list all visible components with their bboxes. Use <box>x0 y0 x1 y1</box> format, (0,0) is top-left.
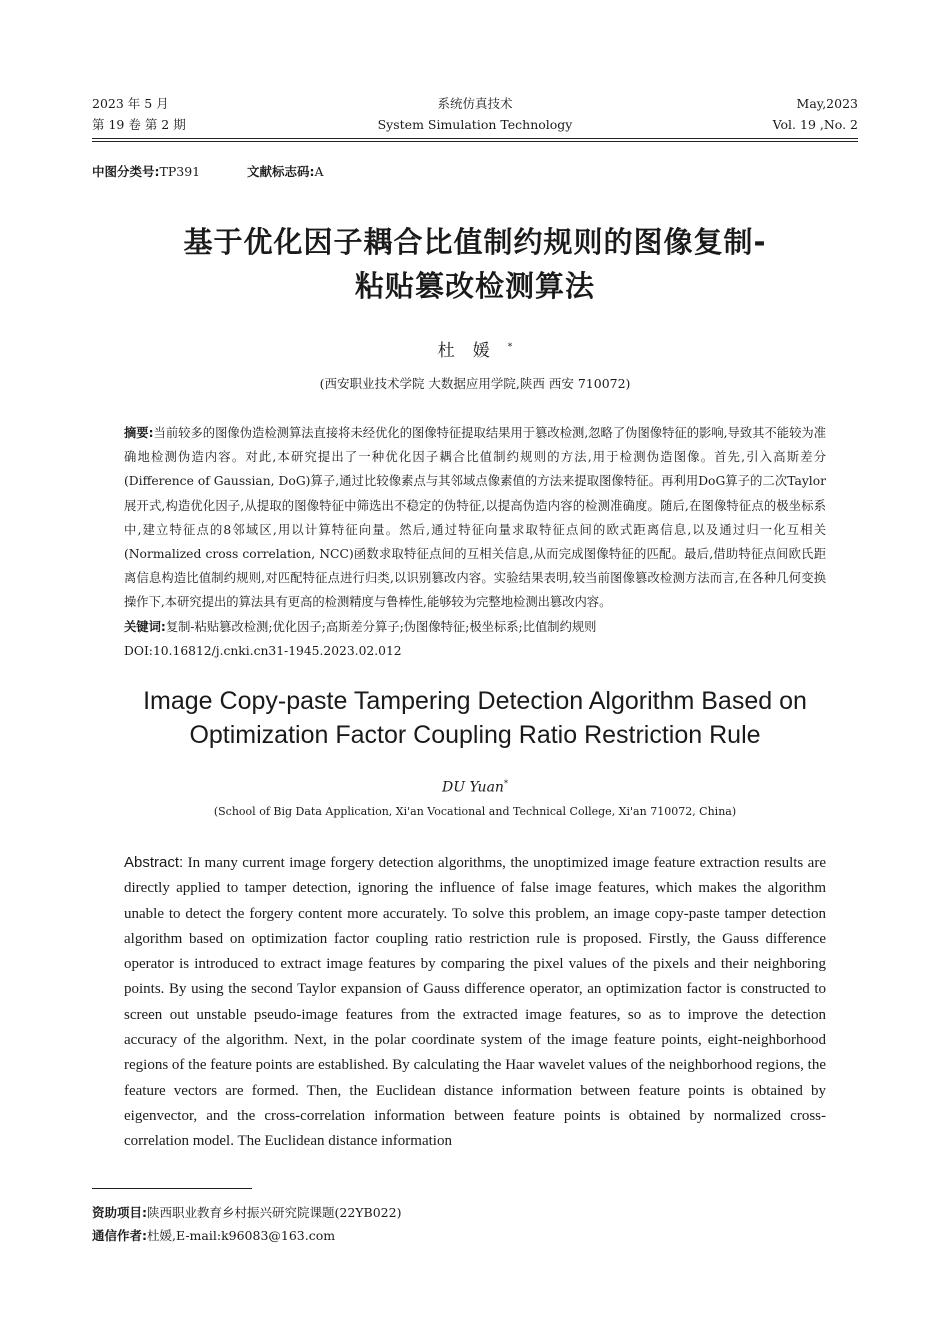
header-volume-en: Vol. 19 ,No. 2 <box>772 117 858 132</box>
header-date: 2023 年 5 月 <box>92 96 169 111</box>
author-cn <box>0 336 950 361</box>
clc-number <box>92 162 200 180</box>
abstract-en <box>124 850 826 1155</box>
author-cn-name: 杜媛 <box>437 341 508 361</box>
abstract-cn-block <box>124 421 826 663</box>
document-code <box>247 162 324 180</box>
header-date-en: May,2023 <box>796 96 858 111</box>
doc-code-value: A <box>314 164 324 179</box>
doi[interactable]: DOI:10.16812/j.cnki.cn31-1945.2023.02.012 <box>124 643 402 658</box>
header-volume-cn: 第 19 卷 第 2 期 <box>92 117 186 132</box>
abstract-en-label: Abstract: <box>124 854 184 871</box>
author-cn-mark: * <box>507 342 513 353</box>
title-en <box>0 684 950 752</box>
title-en-line1: Image Copy-paste Tampering Detection Algorithm Based on <box>143 687 807 715</box>
doc-code-label: 文献标志码: <box>247 164 315 179</box>
keywords-cn-text: 复制-粘贴篡改检测;优化因子;高斯差分算子;伪图像特征;极坐标系;比值制约规则 <box>165 619 597 634</box>
author-en-mark: * <box>503 779 508 788</box>
title-cn-line1: 基于优化因子耦合比值制约规则的图像复制- <box>183 225 767 259</box>
corresponding-text: 杜媛,E-mail:k96083@163.com <box>147 1228 336 1243</box>
abstract-cn-label: 摘要: <box>124 426 154 440</box>
abstract-en-text: In many current image forgery detection algorithms, the unoptimized image feature extraction results are directly applied to tamper detection, ignoring the influence of false image features, which makes the algorithm unable to detect the forgery content more accurately. To solve this problem, an image copy-paste tamper detection algorithm based on optimization factor coupling ratio restriction rule is proposed. Firstly, the Gauss difference operator is introduced to extract image features by comparing the pixel values of the pixels and their neighboring points. By using the second Taylor expansion of Gauss difference operator, an optimization factor is constructed to screen out unstable pseudo-image features from the extracted image features, so as to improve the detection accuracy of the algorithm. Next, in the polar coordinate system of the image feature points, eight-neighborhood regions of the feature points are established. By calculating the Haar wavelet values of the neighborhood regions, the feature vectors are formed. Then, the Euclidean distance information between feature points is obtained by eigenvector, and the cross-correlation information between feature points is obtained by normalized cross-correlation model. The Euclidean distance information <box>124 855 826 1150</box>
funding-text: 陕西职业教育乡村振兴研究院课题(22YB022) <box>147 1205 402 1220</box>
title-cn-line2: 粘贴篡改检测算法 <box>354 269 595 303</box>
journal-name-en: System Simulation Technology <box>377 117 573 132</box>
keywords-cn <box>124 615 826 639</box>
author-en-name: DU Yuan <box>442 779 504 796</box>
corresponding-label: 通信作者: <box>92 1228 147 1243</box>
funding-label: 资助项目: <box>92 1205 147 1220</box>
clc-value: TP391 <box>159 164 201 179</box>
footnote-rule <box>92 1188 252 1189</box>
clc-label: 中图分类号: <box>92 164 160 179</box>
affiliation-cn: (西安职业技术学院 大数据应用学院,陕西 西安 710072) <box>319 376 631 391</box>
keywords-cn-label: 关键词: <box>124 619 166 634</box>
corresponding-author-note <box>92 1226 335 1244</box>
journal-name-cn: 系统仿真技术 <box>437 96 513 111</box>
author-en <box>0 779 950 796</box>
abstract-cn-text: 当前较多的图像伪造检测算法直接将未经优化的图像特征提取结果用于篡改检测,忽略了伪图像特征的影响,导致其不能较为准确地检测伪造内容。对此,本研究提出了一种优化因子耦合比值制约规则的方法,用于检测伪造图像。首先,引入高斯差分(Difference of Gaussian, DoG)算子,通过比较像素点与其邻域点像素值的方法来提取图像特征。再利用DoG算子的二次Taylor展开式,构造优化因子,从提取的图像特征中筛选出不稳定的伪特征,以提高伪造内容的检测准确度。随后,在图像特征点的极坐标系中,建立特征点的8邻域区,用以计算特征向量。然后,通过特征向量求取特征点间的欧式距离信息,以及通过归一化互相关(Normalized cross correlation, NCC)函数求取特征点间的互相关信息,从而完成图像特征的匹配。最后,借助特征点间欧氏距离信息构造比值制约规则,对匹配特征点进行归类,以识别篡改内容。实验结果表明,较当前图像篡改检测方法而言,在各种几何变换操作下,本研究提出的算法具有更高的检测精度与鲁棒性,能够较为完整地检测出篡改内容。 <box>124 426 827 610</box>
affiliation-en: (School of Big Data Application, Xi'an Vocational and Technical College, Xi'an 710072, China) <box>213 805 737 818</box>
header-rule-top <box>92 138 858 139</box>
title-en-line2: Optimization Factor Coupling Ratio Restriction Rule <box>189 721 761 749</box>
abstract-cn <box>124 421 826 615</box>
funding-note <box>92 1203 401 1221</box>
header-rule-bottom <box>92 141 858 142</box>
